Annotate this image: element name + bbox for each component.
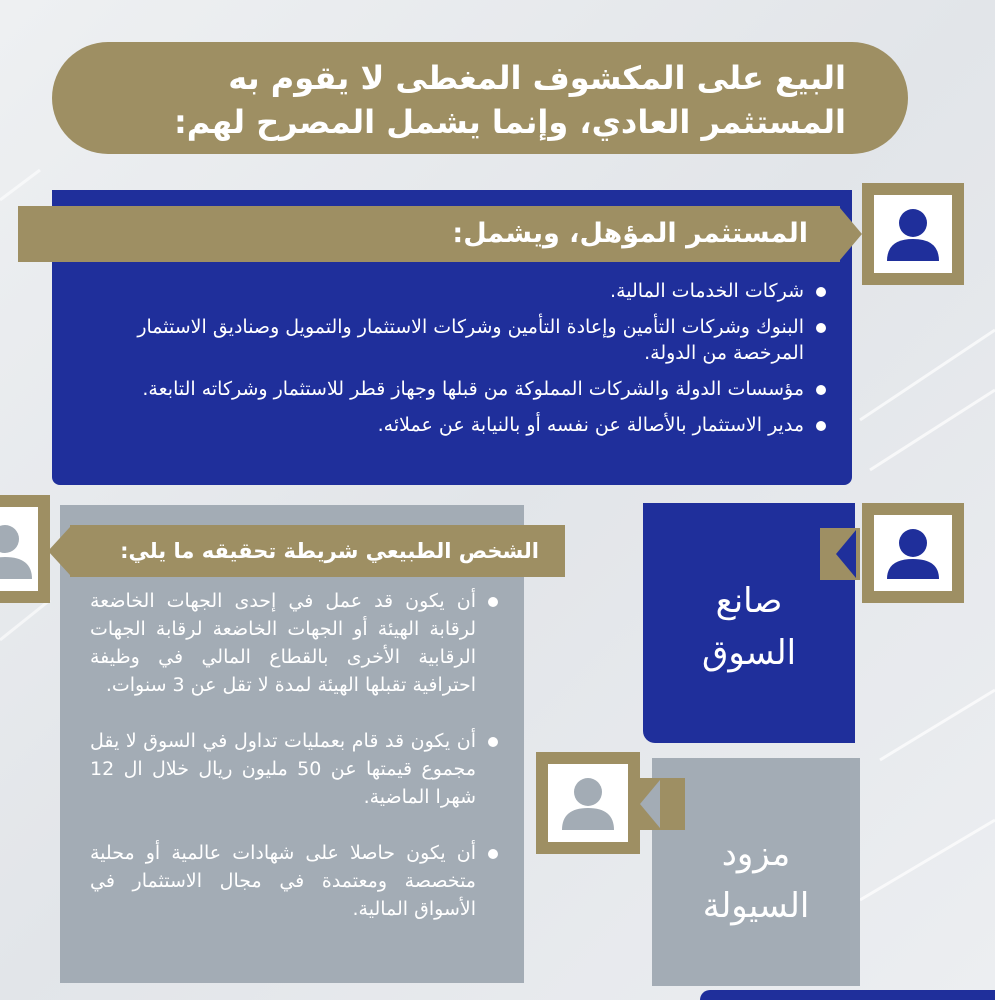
list-item: أن يكون قد عمل في إحدى الجهات الخاضعة لرقابة الهيئة أو الجهات الخاضعة لرقابة الجهات الرقابية الأخرى بالقطاع المالي في وظيفة احترافية تقبلها الهيئة لمدة لا تقل عن 3 سنوات. — [90, 587, 502, 699]
pointer-arrow — [48, 527, 70, 575]
title-line-1: البيع على المكشوف المغطى لا يقوم به — [228, 59, 846, 97]
list-item: شركات الخدمات المالية. — [78, 278, 830, 304]
liquidity-provider-line-2: السيولة — [702, 886, 810, 926]
market-maker-line-2: السوق — [701, 633, 797, 673]
pointer-arrow — [836, 530, 856, 578]
pointer-arrow — [640, 780, 660, 828]
avatar-frame — [536, 752, 640, 854]
market-maker-label — [643, 575, 855, 679]
avatar-frame — [862, 183, 964, 285]
qualified-investor-heading: المستثمر المؤهل، ويشمل: — [452, 218, 808, 249]
qualified-investor-list — [78, 278, 830, 448]
person-icon — [874, 195, 952, 273]
market-maker-line-1: صانع — [715, 581, 783, 621]
avatar-frame — [0, 495, 50, 603]
list-item: البنوك وشركات التأمين وإعادة التأمين وشركات الاستثمار والتمويل وصناديق الاستثمار المرخصة من الدولة. — [78, 314, 830, 366]
qualified-investor-heading-band — [18, 206, 840, 262]
title-line-2: المستثمر العادي، وإنما يشمل المصرح لهم: — [173, 103, 846, 141]
list-item: مدير الاستثمار بالأصالة عن نفسه أو بالنيابة عن عملائه. — [78, 412, 830, 438]
natural-person-heading-band — [70, 525, 565, 577]
liquidity-provider-label — [652, 828, 860, 932]
bottom-decoration — [700, 990, 995, 1000]
list-item: مؤسسات الدولة والشركات المملوكة من قبلها وجهاز قطر للاستثمار وشركاته التابعة. — [78, 376, 830, 402]
natural-person-list — [90, 587, 502, 951]
list-item: أن يكون حاصلا على شهادات عالمية أو محلية متخصصة ومعتمدة في مجال الاستثمار في الأسواق المالية. — [90, 839, 502, 923]
natural-person-heading: الشخص الطبيعي شريطة تحقيقه ما يلي: — [120, 539, 539, 563]
avatar-frame — [862, 503, 964, 603]
person-icon — [874, 515, 952, 591]
page-title — [52, 42, 908, 154]
person-icon — [0, 507, 38, 591]
person-icon — [548, 764, 628, 842]
pointer-arrow — [840, 208, 862, 260]
list-item: أن يكون قد قام بعمليات تداول في السوق لا يقل مجموع قيمتها عن 50 مليون ريال خلال ال 12 شهرا الماضية. — [90, 727, 502, 811]
liquidity-provider-line-1: مزود — [721, 834, 791, 874]
